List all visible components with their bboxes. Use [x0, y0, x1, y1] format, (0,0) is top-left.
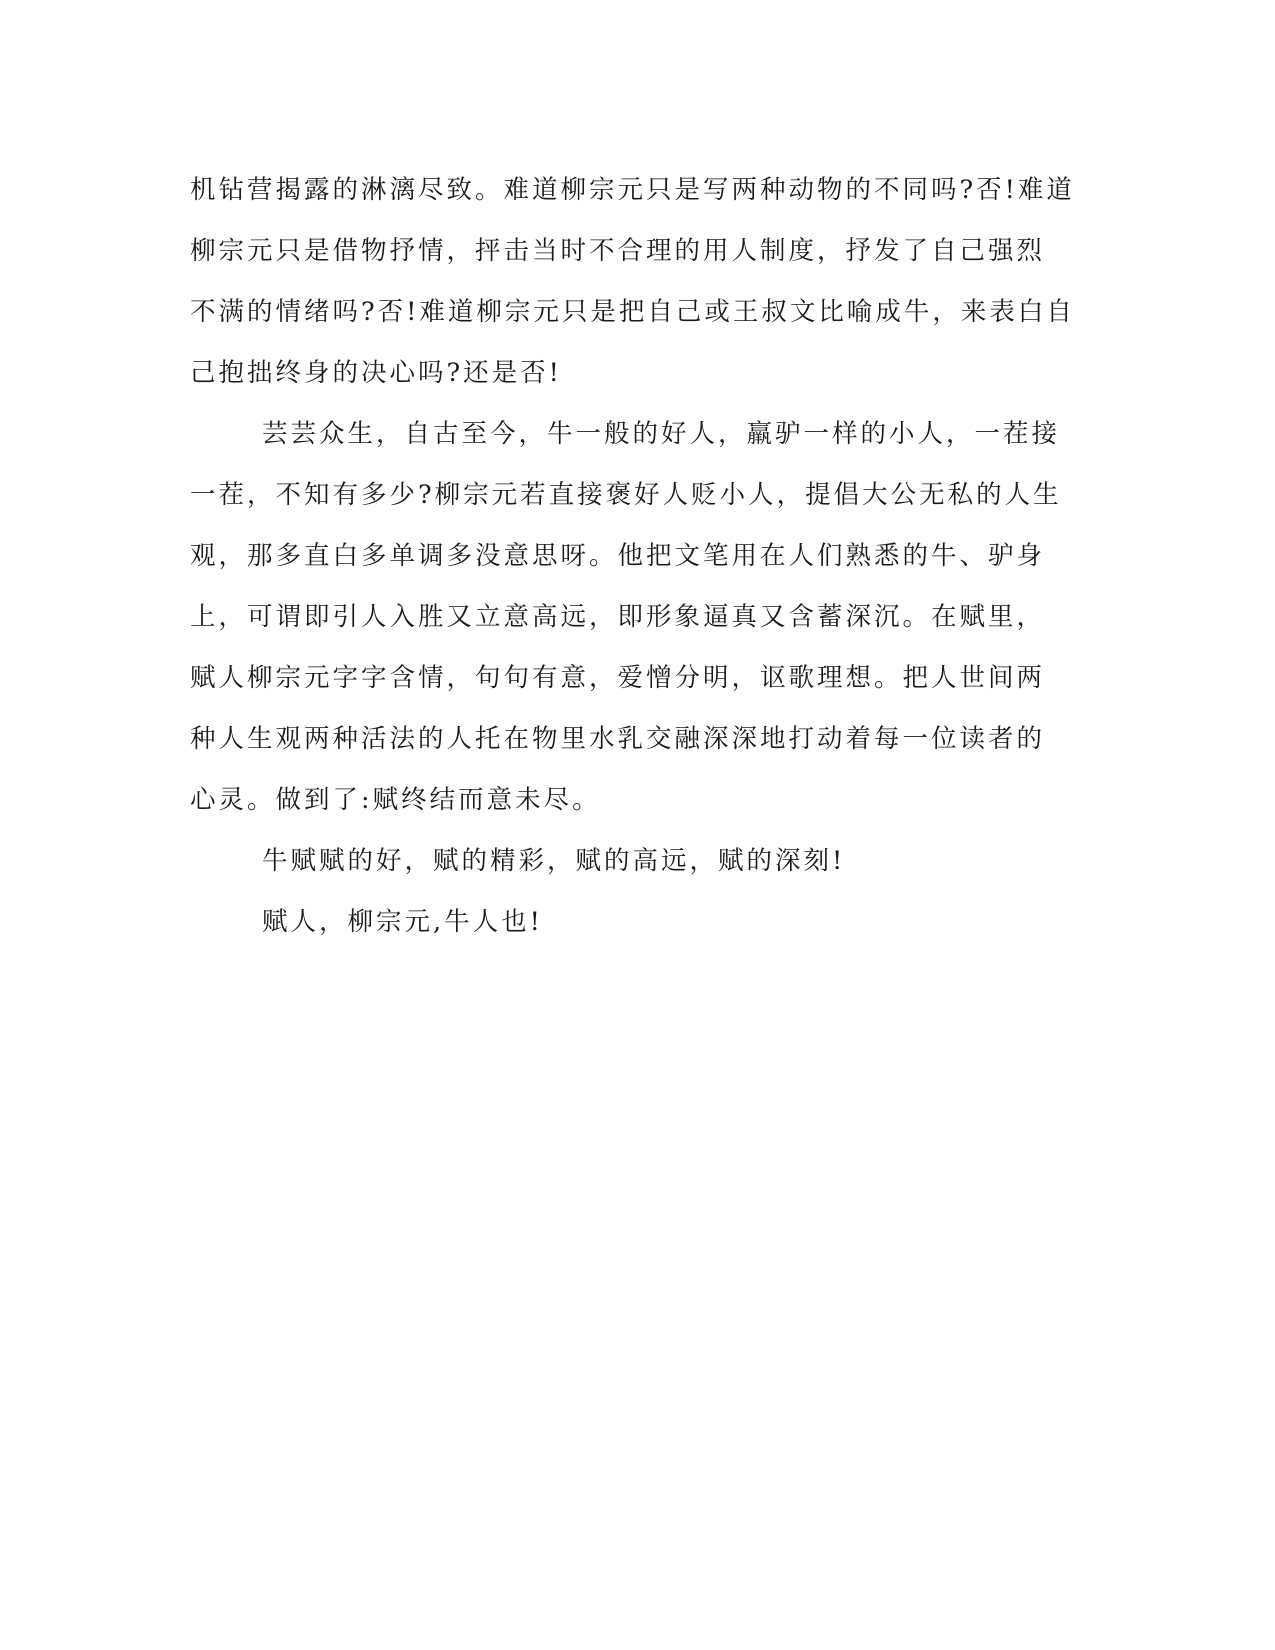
text-line: 种人生观两种活法的人托在物里水乳交融深深地打动着每一位读者的 — [190, 724, 1046, 754]
text-line: 柳宗元只是借物抒情，抨击当时不合理的用人制度，抒发了自己强烈 — [190, 236, 1046, 266]
text-line: 赋人，柳宗元,牛人也! — [262, 907, 543, 937]
text-line: 机钻营揭露的淋漓尽致。难道柳宗元只是写两种动物的不同吗?否!难道 — [190, 175, 1075, 205]
text-line: 不满的情绪吗?否!难道柳宗元只是把自己或王叔文比喻成牛，来表白自 — [190, 297, 1075, 327]
text-line: 芸芸众生，自古至今，牛一般的好人，羸驴一样的小人，一茬接 — [262, 419, 1061, 449]
paragraph-4 — [190, 892, 1085, 953]
text-line: 上，可谓即引人入胜又立意高远，即形象逼真又含蓄深沉。在赋里， — [190, 602, 1046, 632]
text-line: 观，那多直白多单调多没意思呀。他把文笔用在人们熟悉的牛、驴身 — [190, 541, 1046, 571]
paragraph-3 — [190, 831, 1085, 892]
paragraph-1 — [190, 160, 1085, 404]
text-line: 牛赋赋的好，赋的精彩，赋的高远，赋的深刻! — [262, 846, 846, 876]
text-line: 赋人柳宗元字字含情，句句有意，爱憎分明，讴歌理想。把人世间两 — [190, 663, 1046, 693]
text-line: 一茬，不知有多少?柳宗元若直接褒好人贬小人，提倡大公无私的人生 — [190, 480, 1062, 510]
document-body — [190, 160, 1085, 953]
text-line: 己抱拙终身的决心吗?还是否! — [190, 358, 562, 388]
paragraph-2 — [190, 404, 1085, 831]
text-line: 心灵。做到了:赋终结而意未尽。 — [190, 785, 601, 815]
